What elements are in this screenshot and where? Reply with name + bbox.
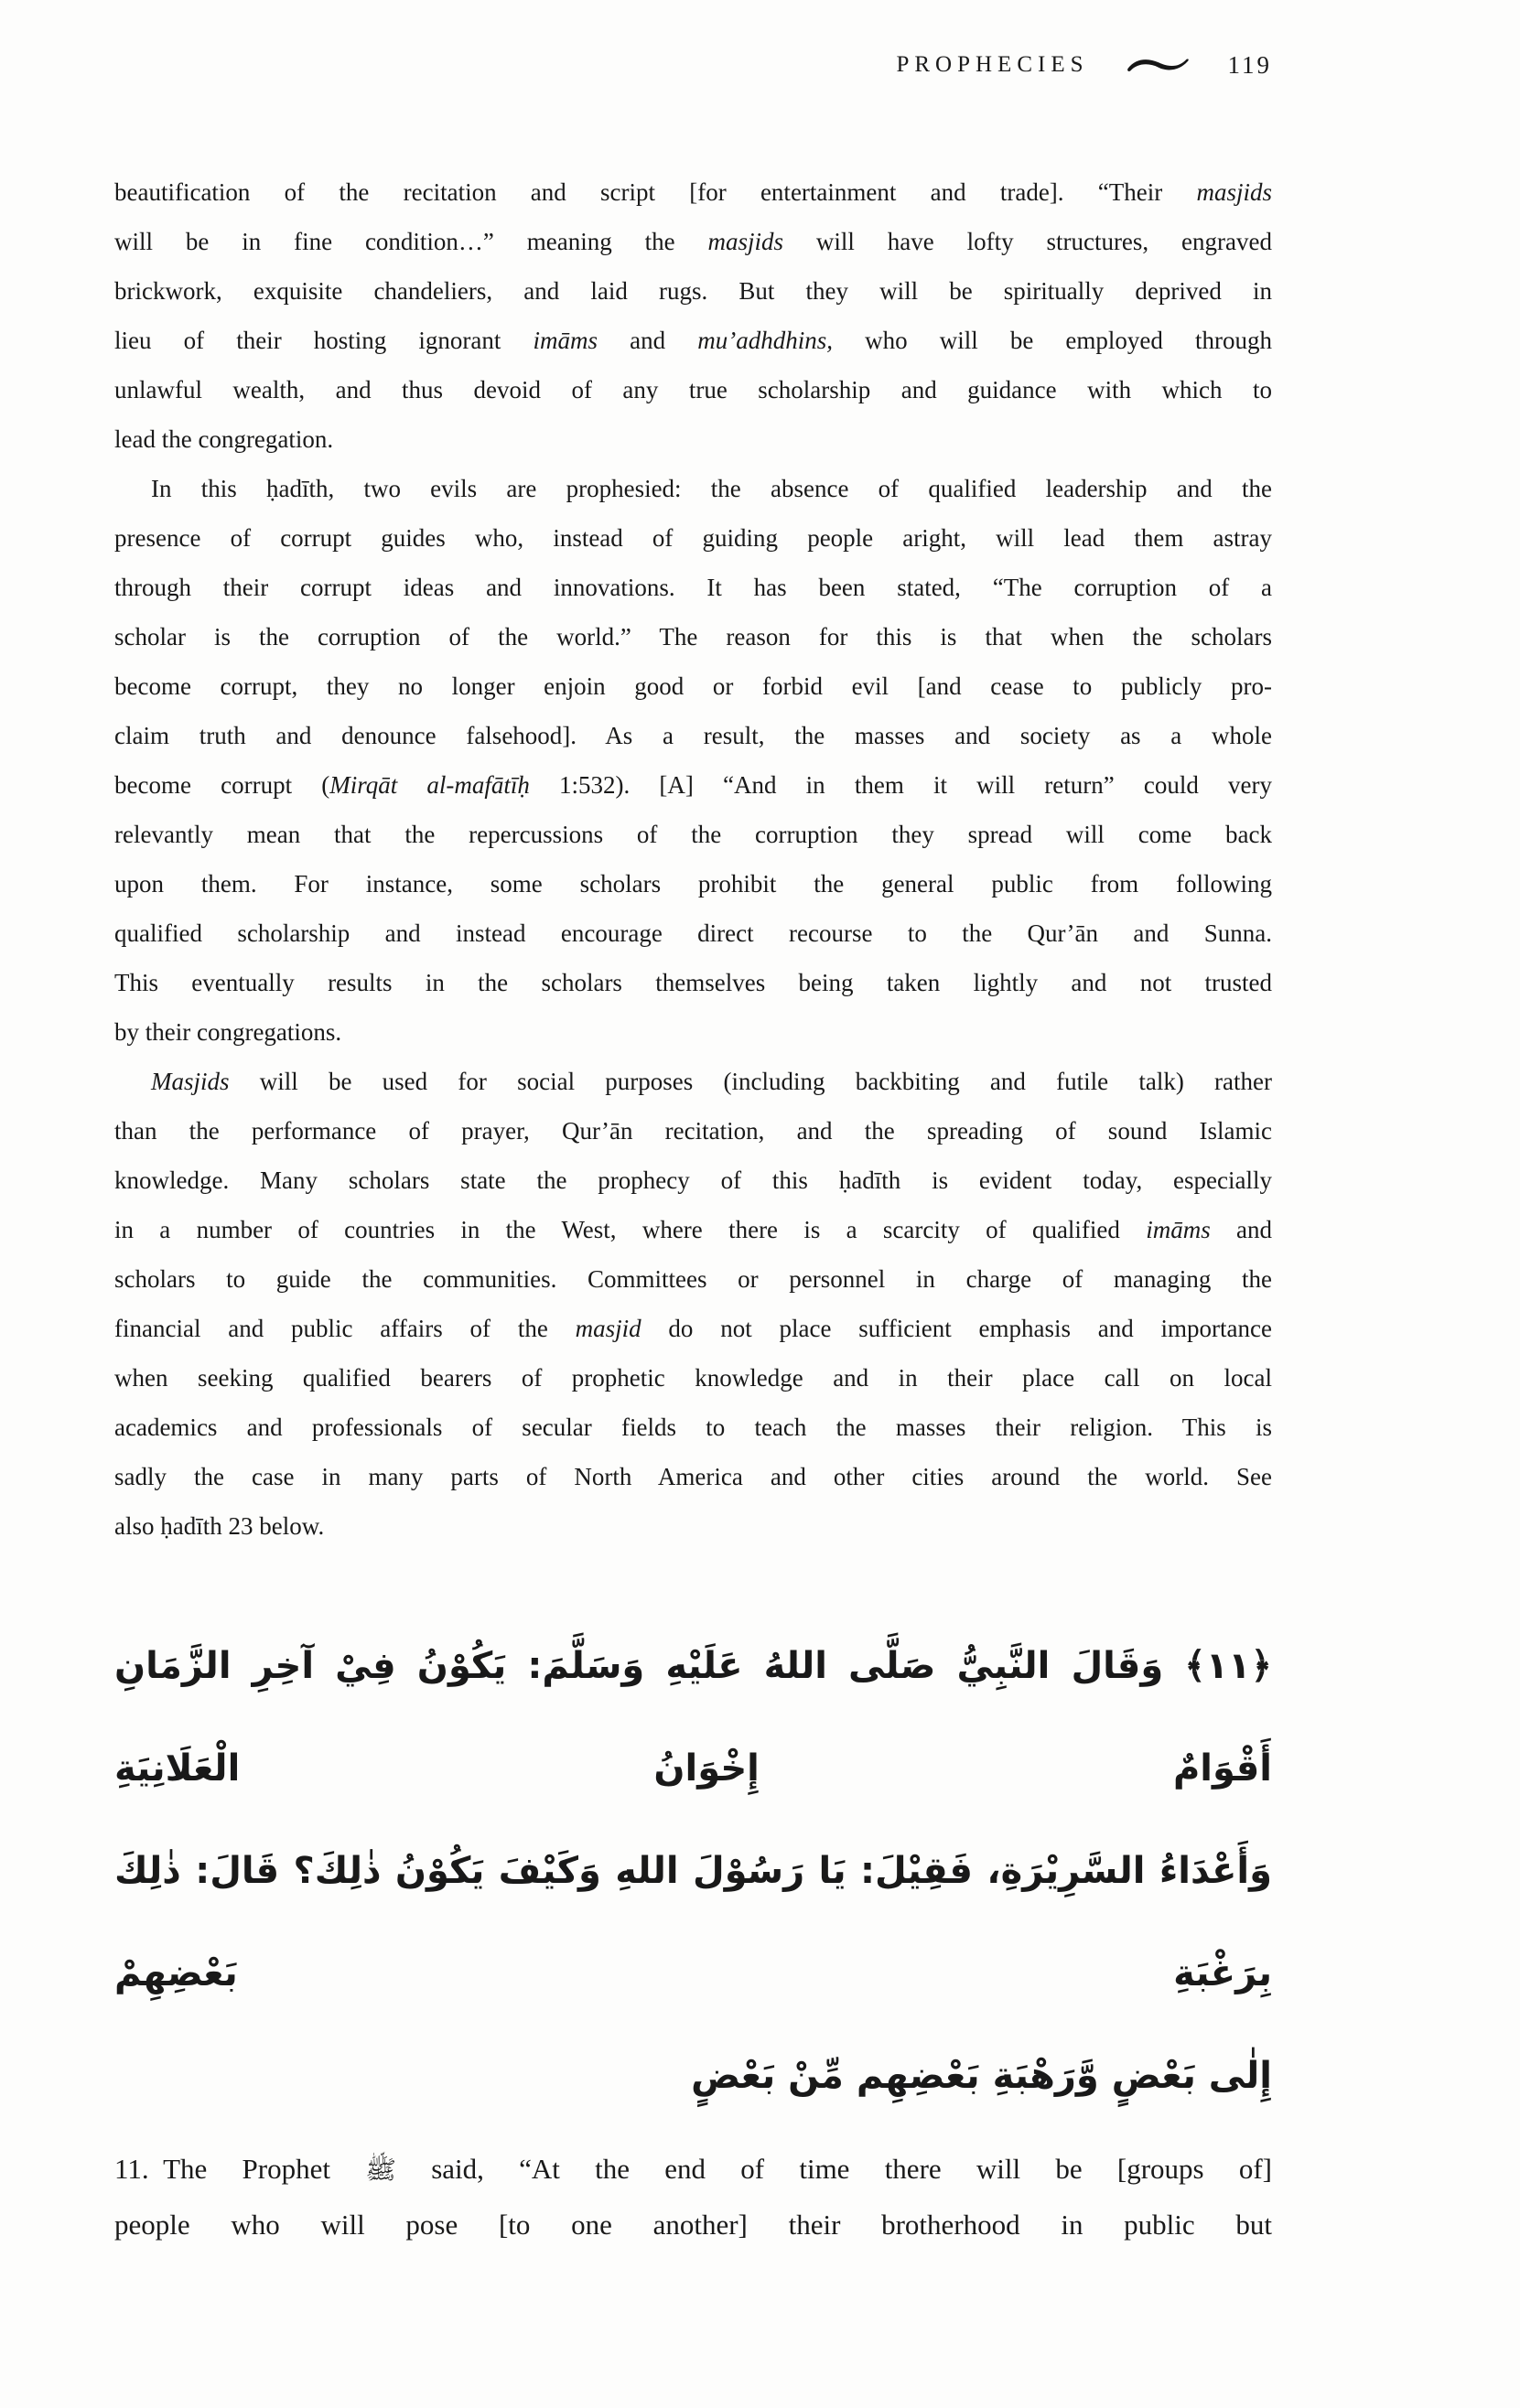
arabic-text-line: ﴿١١﴾ وَقَالَ النَّبِيُّ صَلَّى اللهُ عَلَيْهِ وَسَلَّمَ: يَكُوْنُ فِيْ آخِرِ الزَّمَانِ أَقْوَامٌ إِخْوَانُ الْعَلَانِيَةِ [114,1645,1272,1790]
text-line: qualified scholarship and instead encourage direct recourse to the Qur’ān and Sunna. [114,919,1272,947]
paragraph [114,464,1272,1057]
text-line: beautification of the recitation and script [for entertainment and trade]. “Their masjids [114,178,1272,206]
chapter-title: PROPHECIES [896,52,1089,77]
text-line: scholar is the corruption of the world.” The reason for this is that when the scholars [114,623,1272,650]
text-line: scholars to guide the communities. Committees or personnel in charge of managing the [114,1265,1272,1293]
prophet-honorific-icon: ﷺ [365,2155,396,2185]
text-line: Masjids will be used for social purposes (including backbiting and futile talk) rather [151,1068,1272,1095]
text-line: in a number of countries in the West, where there is a scarcity of qualified imāms and [114,1216,1272,1243]
text-line: brickwork, exquisite chandeliers, and laid rugs. But they will be spiritually deprived in [114,277,1272,305]
text-line: sadly the case in many parts of North America and other cities around the world. See [114,1463,1272,1490]
swash-ornament-icon [1126,54,1191,76]
text-line: relevantly mean that the repercussions of the corruption they spread will come back [114,821,1272,848]
paragraph [114,1057,1272,1551]
text-line: lieu of their hosting ignorant imāms and mu’adhdhins, who will be employed through [114,327,1273,354]
text-line: academics and professionals of secular fields to teach the masses their religion. This is [114,1414,1272,1441]
text-line: become corrupt, they no longer enjoin good or forbid evil [and cease to publicly pro- [114,672,1272,700]
text-line: financial and public affairs of the masjid do not place sufficient emphasis and importance [114,1315,1272,1342]
text-line: upon them. For instance, some scholars prohibit the general public from following [114,870,1272,898]
text-line: when seeking qualified bearers of prophetic knowledge and in their place call on local [114,1364,1272,1392]
paragraph [114,167,1272,464]
arabic-text-line: وَأَعْدَاءُ السَّرِيْرَةِ، فَقِيْلَ: يَا رَسُوْلَ اللهِ وَكَيْفَ يَكُوْنُ ذٰلِكَ؟ قَالَ: ذٰلِكَ بِرَغْبَةِ بَعْضِهِمْ [114,1850,1272,1994]
translation-text-line: people who will pose [to one another] their brotherhood in public but [114,2209,1272,2241]
text-line: will be in fine condition…” meaning the masjids will have lofty structures, engraved [114,228,1272,255]
text-line: than the performance of prayer, Qur’ān recitation, and the spreading of sound Islamic [114,1117,1272,1145]
text-line: This eventually results in the scholars themselves being taken lightly and not trusted [114,969,1272,996]
running-header [114,50,1272,80]
text-line: claim truth and denounce falsehood]. As a result, the masses and society as a whole [114,722,1272,749]
text-line: knowledge. Many scholars state the prophecy of this ḥadīth is evident today, especially [114,1166,1272,1194]
hadith-arabic [114,1615,1272,2127]
text-line: lead the congregation. [114,425,334,453]
hadith-translation [114,2142,1272,2252]
text-line: by their congregations. [114,1018,342,1046]
text-line: presence of corrupt guides who, instead of guiding people aright, will lead them astray [114,524,1272,552]
text-line: through their corrupt ideas and innovations. It has been stated, “The corruption of a [114,574,1272,601]
text-line: unlawful wealth, and thus devoid of any true scholarship and guidance with which to [114,376,1272,403]
translation-text-line: 11. The Prophet ﷺ said, “At the end of time there will be [groups of] [114,2153,1272,2185]
page-number: 119 [1227,50,1272,79]
text-line: In this ḥadīth, two evils are prophesied: the absence of qualified leadership and the [151,475,1272,502]
arabic-text-line: إِلٰى بَعْضٍ وَّرَهْبَةِ بَعْضِهِم مِّنْ بَعْضٍ [691,2055,1272,2097]
body-paragraphs [114,167,1272,1551]
text-line: also ḥadīth 23 below. [114,1512,325,1540]
text-line: become corrupt (Mirqāt al-mafātīḥ 1:532). [A] “And in them it will return” could very [114,771,1272,799]
